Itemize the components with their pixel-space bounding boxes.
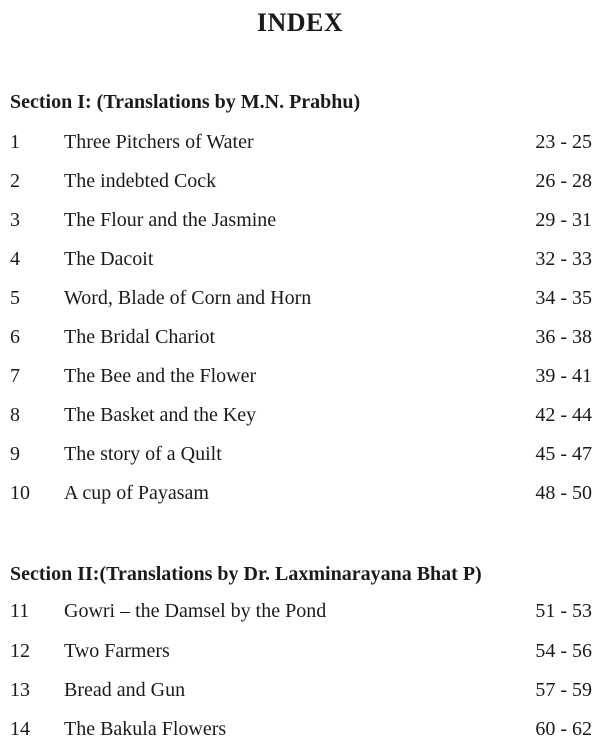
entry-number: 12 (10, 640, 30, 662)
entry-number: 1 (10, 131, 20, 153)
index-entry (0, 636, 600, 666)
entry-title: Bread and Gun (64, 679, 186, 701)
entry-pages: 36 - 38 (535, 326, 592, 348)
entry-pages: 48 - 50 (535, 482, 592, 504)
section-heading-2: Section II:(Translations by Dr. Laxminarayana Bhat P) (10, 563, 482, 585)
entry-pages: 34 - 35 (535, 287, 592, 309)
entry-pages: 42 - 44 (535, 404, 592, 426)
entry-title: The Bridal Chariot (64, 326, 216, 348)
section-heading-1: Section I: (Translations by M.N. Prabhu) (10, 91, 361, 113)
entry-title: The Bakula Flowers (64, 718, 227, 740)
entry-title: Two Farmers (64, 640, 170, 662)
index-entry (0, 439, 600, 469)
index-entry (0, 166, 600, 196)
entry-number: 6 (10, 326, 20, 348)
page-title: INDEX (256, 8, 344, 37)
index-entry (0, 361, 600, 391)
index-entry (0, 205, 600, 235)
entry-title: The story of a Quilt (64, 443, 222, 465)
entry-number: 2 (10, 170, 20, 192)
index-entry (0, 596, 600, 626)
entry-number: 5 (10, 287, 20, 309)
entry-number: 10 (10, 482, 30, 504)
index-entry (0, 714, 600, 744)
entry-number: 8 (10, 404, 20, 426)
index-entry (0, 322, 600, 352)
index-entry (0, 400, 600, 430)
entry-title: The Basket and the Key (64, 404, 257, 426)
entry-title: A cup of Payasam (64, 482, 209, 504)
entry-pages: 51 - 53 (535, 600, 592, 622)
entry-title: The Bee and the Flower (64, 365, 257, 387)
entry-number: 11 (10, 600, 30, 622)
entry-pages: 45 - 47 (535, 443, 592, 465)
entry-pages: 29 - 31 (535, 209, 592, 231)
index-entry (0, 478, 600, 508)
index-entry (0, 127, 600, 157)
entry-title: The indebted Cock (64, 170, 217, 192)
entry-pages: 26 - 28 (535, 170, 592, 192)
entry-number: 13 (10, 679, 30, 701)
entry-pages: 39 - 41 (535, 365, 592, 387)
entry-title: Three Pitchers of Water (64, 131, 254, 153)
entry-number: 9 (10, 443, 20, 465)
entry-pages: 60 - 62 (535, 718, 592, 740)
entry-number: 3 (10, 209, 20, 231)
entry-title: The Dacoit (64, 248, 154, 270)
entry-title: The Flour and the Jasmine (64, 209, 277, 231)
index-entry (0, 283, 600, 313)
index-entry (0, 244, 600, 274)
entry-title: Gowri – the Damsel by the Pond (64, 600, 327, 622)
entry-pages: 57 - 59 (535, 679, 592, 701)
index-entry (0, 675, 600, 705)
entry-number: 4 (10, 248, 20, 270)
entry-pages: 23 - 25 (535, 131, 592, 153)
entry-number: 14 (10, 718, 30, 740)
entry-pages: 32 - 33 (535, 248, 592, 270)
entry-pages: 54 - 56 (535, 640, 592, 662)
entry-title: Word, Blade of Corn and Horn (64, 287, 312, 309)
entry-number: 7 (10, 365, 20, 387)
